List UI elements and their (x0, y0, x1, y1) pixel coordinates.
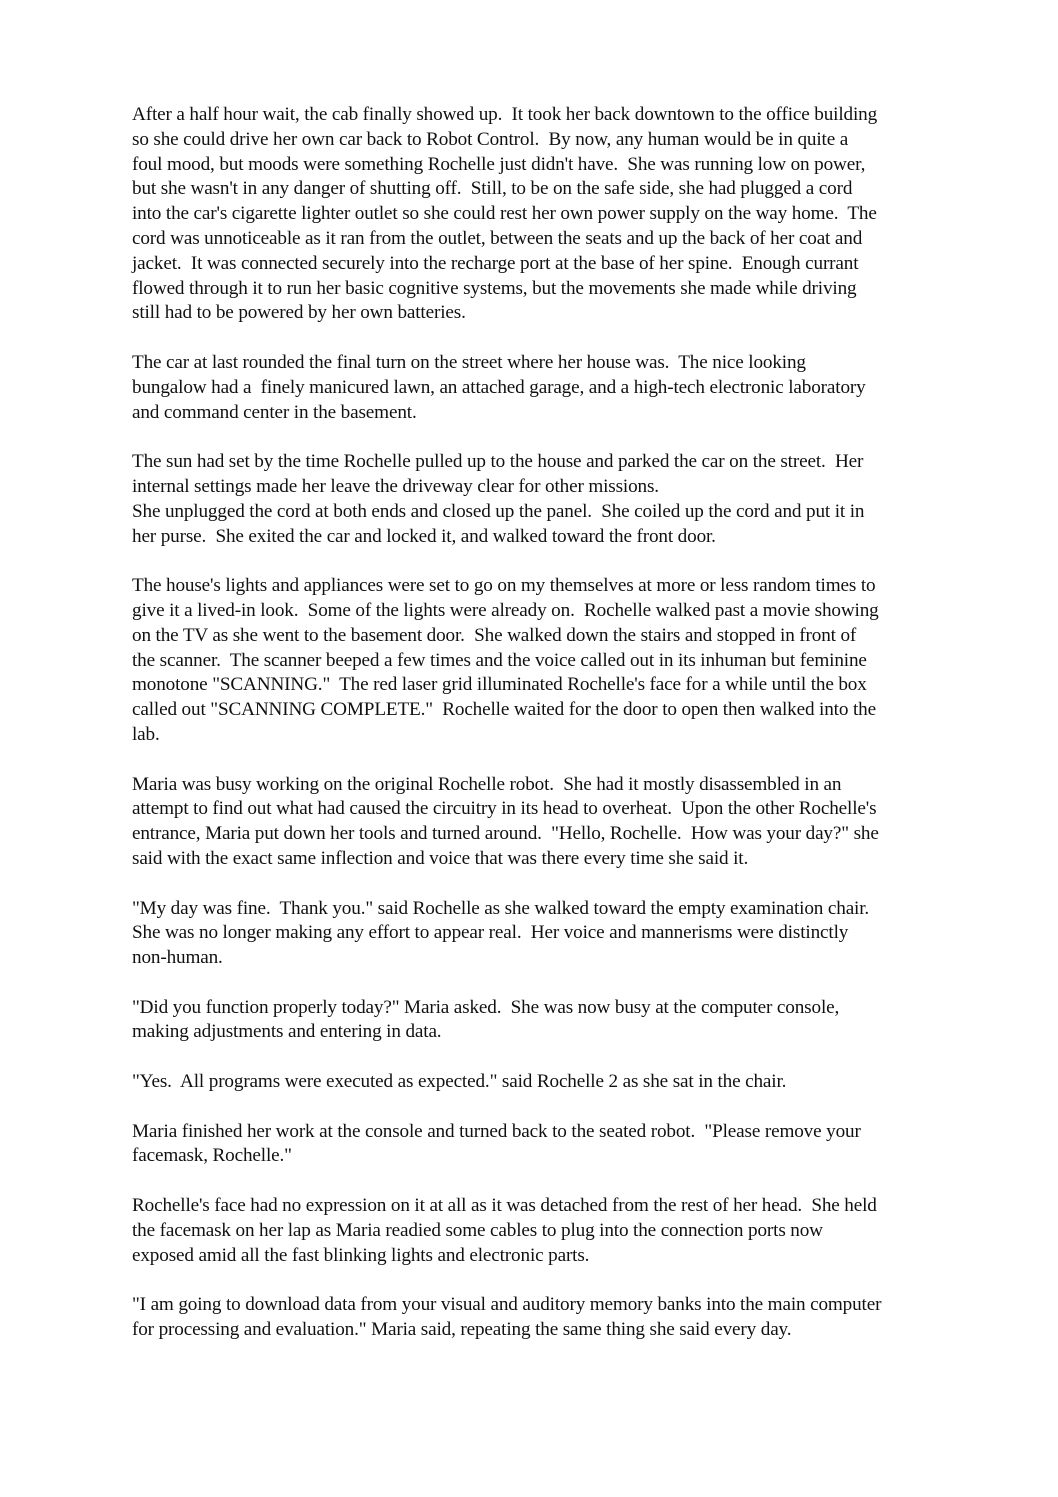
text-line: "Yes. All programs were executed as expected." said Rochelle 2 as she sat in the chair. (132, 1071, 787, 1093)
paragraph (132, 103, 992, 326)
text-line: Maria was busy working on the original Rochelle robot. She had it mostly disassembled in an (132, 773, 842, 795)
text-line: making adjustments and entering in data. (132, 1021, 442, 1043)
text-line: "I am going to download data from your visual and auditory memory banks into the main computer (132, 1294, 882, 1316)
text-line: said with the exact same inflection and voice that was there every time she said it. (132, 847, 749, 869)
text-line: "Did you function properly today?" Maria asked. She was now busy at the computer console, (132, 996, 840, 1018)
paragraph (132, 1120, 992, 1170)
text-line: the scanner. The scanner beeped a few times and the voice called out in its inhuman but feminine (132, 649, 867, 671)
text-line: flowed through it to run her basic cognitive systems, but the movements she made while driving (132, 277, 857, 299)
text-line: her purse. She exited the car and locked it, and walked toward the front door. (132, 525, 716, 547)
text-line: non-human. (132, 947, 223, 969)
text-line: called out "SCANNING COMPLETE." Rochelle waited for the door to open then walked into the (132, 699, 876, 721)
text-line: facemask, Rochelle." (132, 1145, 292, 1167)
paragraph (132, 1194, 992, 1268)
text-line: After a half hour wait, the cab finally showed up. It took her back downtown to the office building (132, 104, 878, 125)
text-line: Rochelle's face had no expression on it at all as it was detached from the rest of her head. She held (132, 1195, 877, 1217)
text-line: She was no longer making any effort to appear real. Her voice and mannerisms were distinctly (132, 922, 849, 944)
text-line: so she could drive her own car back to Robot Control. By now, any human would be in quite a (132, 128, 849, 150)
text-line: The car at last rounded the final turn on the street where her house was. The nice looking (132, 351, 806, 373)
text-line: exposed amid all the fast blinking lights and electronic parts. (132, 1244, 590, 1266)
text-line: "My day was fine. Thank you." said Rochelle as she walked toward the empty examination chair. (132, 897, 870, 919)
text-line: and command center in the basement. (132, 401, 417, 423)
text-line: jacket. It was connected securely into the recharge port at the base of her spine. Enough currant (132, 252, 859, 274)
paragraph (132, 1070, 992, 1095)
text-line: the facemask on her lap as Maria readied some cables to plug into the connection ports now (132, 1219, 823, 1241)
paragraph (132, 450, 992, 549)
paragraph (132, 574, 992, 748)
text-line: internal settings made her leave the driveway clear for other missions. (132, 475, 659, 497)
paragraph (132, 996, 992, 1046)
text-line: but she wasn't in any danger of shutting off. Still, to be on the safe side, she had plugged a cord (132, 178, 853, 200)
text-line: The house's lights and appliances were set to go on my themselves at more or less random times to (132, 575, 876, 597)
text-line: still had to be powered by her own batteries. (132, 302, 466, 324)
text-line: foul mood, but moods were something Rochelle just didn't have. She was running low on power, (132, 153, 866, 175)
text-line: lab. (132, 723, 160, 745)
text-line: give it a lived-in look. Some of the lights were already on. Rochelle walked past a movie showing (132, 599, 879, 621)
text-line: into the car's cigarette lighter outlet so she could rest her own power supply on the way home. The (132, 203, 877, 225)
text-line: for processing and evaluation." Maria said, repeating the same thing she said every day. (132, 1319, 792, 1341)
text-line: attempt to find out what had caused the circuitry in its head to overheat. Upon the other Rochelle's (132, 798, 877, 820)
text-line: on the TV as she went to the basement door. She walked down the stairs and stopped in front of (132, 624, 857, 646)
paragraph (132, 897, 992, 971)
paragraph (132, 351, 992, 425)
text-line: Maria finished her work at the console and turned back to the seated robot. "Please remove your (132, 1120, 861, 1142)
document-body (132, 103, 992, 1368)
paragraph (132, 1293, 992, 1343)
text-line: The sun had set by the time Rochelle pulled up to the house and parked the car on the street. Her (132, 451, 864, 473)
text-line: bungalow had a finely manicured lawn, an attached garage, and a high-tech electronic laboratory (132, 376, 866, 398)
text-line: cord was unnoticeable as it ran from the outlet, between the seats and up the back of her coat and (132, 227, 863, 249)
text-line: monotone "SCANNING." The red laser grid illuminated Rochelle's face for a while until the box (132, 674, 867, 696)
paragraph (132, 773, 992, 872)
text-line: entrance, Maria put down her tools and turned around. "Hello, Rochelle. How was your day?" she (132, 823, 879, 845)
text-line: She unplugged the cord at both ends and closed up the panel. She coiled up the cord and put it in (132, 500, 865, 522)
